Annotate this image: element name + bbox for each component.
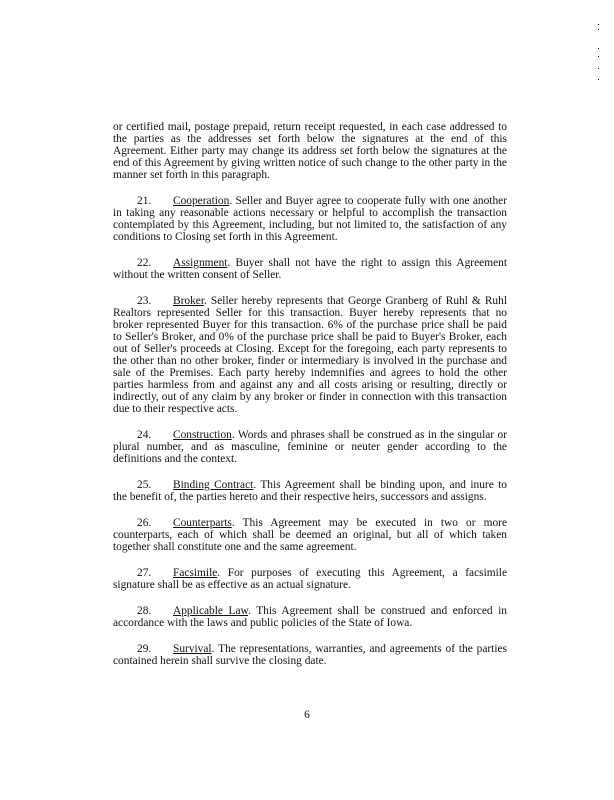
sections-list — [113, 195, 507, 667]
section-title: Survival — [173, 643, 212, 655]
section-paragraph — [113, 429, 507, 465]
section-title: Construction — [173, 429, 232, 441]
section-paragraph — [113, 605, 507, 629]
section-title: Counterparts — [173, 517, 232, 529]
section-text: . Buyer shall not have the right to assign this Agreement without the written consent of Seller. — [113, 257, 507, 281]
page-number: 6 — [304, 709, 310, 721]
section-title: Applicable Law — [173, 605, 249, 617]
scan-speck — [598, 48, 599, 49]
section-text: . Words and phrases shall be construed as in the singular or plural number, and as masculine, feminine or neuter gender according to the definitions and the context. — [113, 429, 507, 465]
section-number: 26. — [137, 517, 152, 529]
section-number: 22. — [137, 257, 152, 269]
section-number: 28. — [137, 605, 152, 617]
continuation-paragraph: or certified mail, postage prepaid, return receipt requested, in each case addressed to the parties as the addresses set forth below the signatures at the end of this Agreement. Either party may change its address set forth below the signatures at the end of this Agreement by giving written notice of such change to the other party in the manner set forth in this paragraph. — [113, 121, 507, 181]
section-paragraph — [113, 195, 507, 243]
section-text: . This Agreement may be executed in two or more counterparts, each of which shall be deemed an original, but all of which taken together shall constitute one and the same agreement. — [113, 517, 507, 553]
document-body — [113, 121, 507, 681]
section-paragraph — [113, 567, 507, 591]
scan-speck — [598, 29, 599, 30]
section-text: . The representations, warranties, and agreements of the parties contained herein shall survive the closing date. — [113, 643, 507, 667]
section-title: Broker — [173, 295, 205, 307]
section-text: . This Agreement shall be binding upon, and inure to the benefit of, the parties hereto and their respective heirs, successors and assigns. — [113, 479, 507, 503]
section-number: 21. — [137, 195, 152, 207]
section-text: . For purposes of executing this Agreement, a facsimile signature shall be as effective as an actual signature. — [113, 567, 507, 591]
section-text: . This Agreement shall be construed and enforced in accordance with the laws and public policies of the State of Iowa. — [113, 605, 507, 629]
section-number: 27. — [137, 567, 152, 579]
section-paragraph — [113, 517, 507, 553]
section-number: 24. — [137, 429, 152, 441]
scan-speck — [598, 79, 599, 80]
section-number: 25. — [137, 479, 152, 491]
section-paragraph — [113, 479, 507, 503]
scan-speck — [598, 68, 599, 69]
section-number: 23. — [137, 295, 152, 307]
scan-speck — [598, 24, 599, 25]
section-title: Assignment — [173, 257, 228, 269]
section-title: Cooperation — [173, 195, 230, 207]
section-paragraph — [113, 295, 507, 415]
section-title: Facsimile — [173, 567, 218, 579]
section-text: . Seller and Buyer agree to cooperate fully with one another in taking any reasonable actions necessary or helpful to accomplish the transaction contemplated by this Agreement, including, but not limited to, the satisfaction of any conditions to Closing set forth in this Agreement. — [113, 195, 507, 243]
section-number: 29. — [137, 643, 152, 655]
scan-speck — [598, 56, 599, 57]
section-text: . Seller hereby represents that George Granberg of Ruhl & Ruhl Realtors represented Seller for this transaction. Buyer hereby represents that no broker represented Buyer for this transaction. 6% of the purchase price shall be paid to Seller's Broker, and 0% of the purchase price shall be paid to Buyer's Broker, each out of Seller's proceeds at Closing. Except for the foregoing, each party represents to the other than no other broker, finder or intermediary is involved in the purchase and sale of the Premises. Each party hereby indemnifies and agrees to hold the other parties harmless from and against any and all costs arising or resulting, directly or indirectly, out of any claim by any broker or finder in connection with this transaction due to their respective acts. — [113, 295, 507, 415]
section-paragraph — [113, 643, 507, 667]
section-paragraph — [113, 257, 507, 281]
section-title: Binding Contract — [173, 479, 254, 491]
